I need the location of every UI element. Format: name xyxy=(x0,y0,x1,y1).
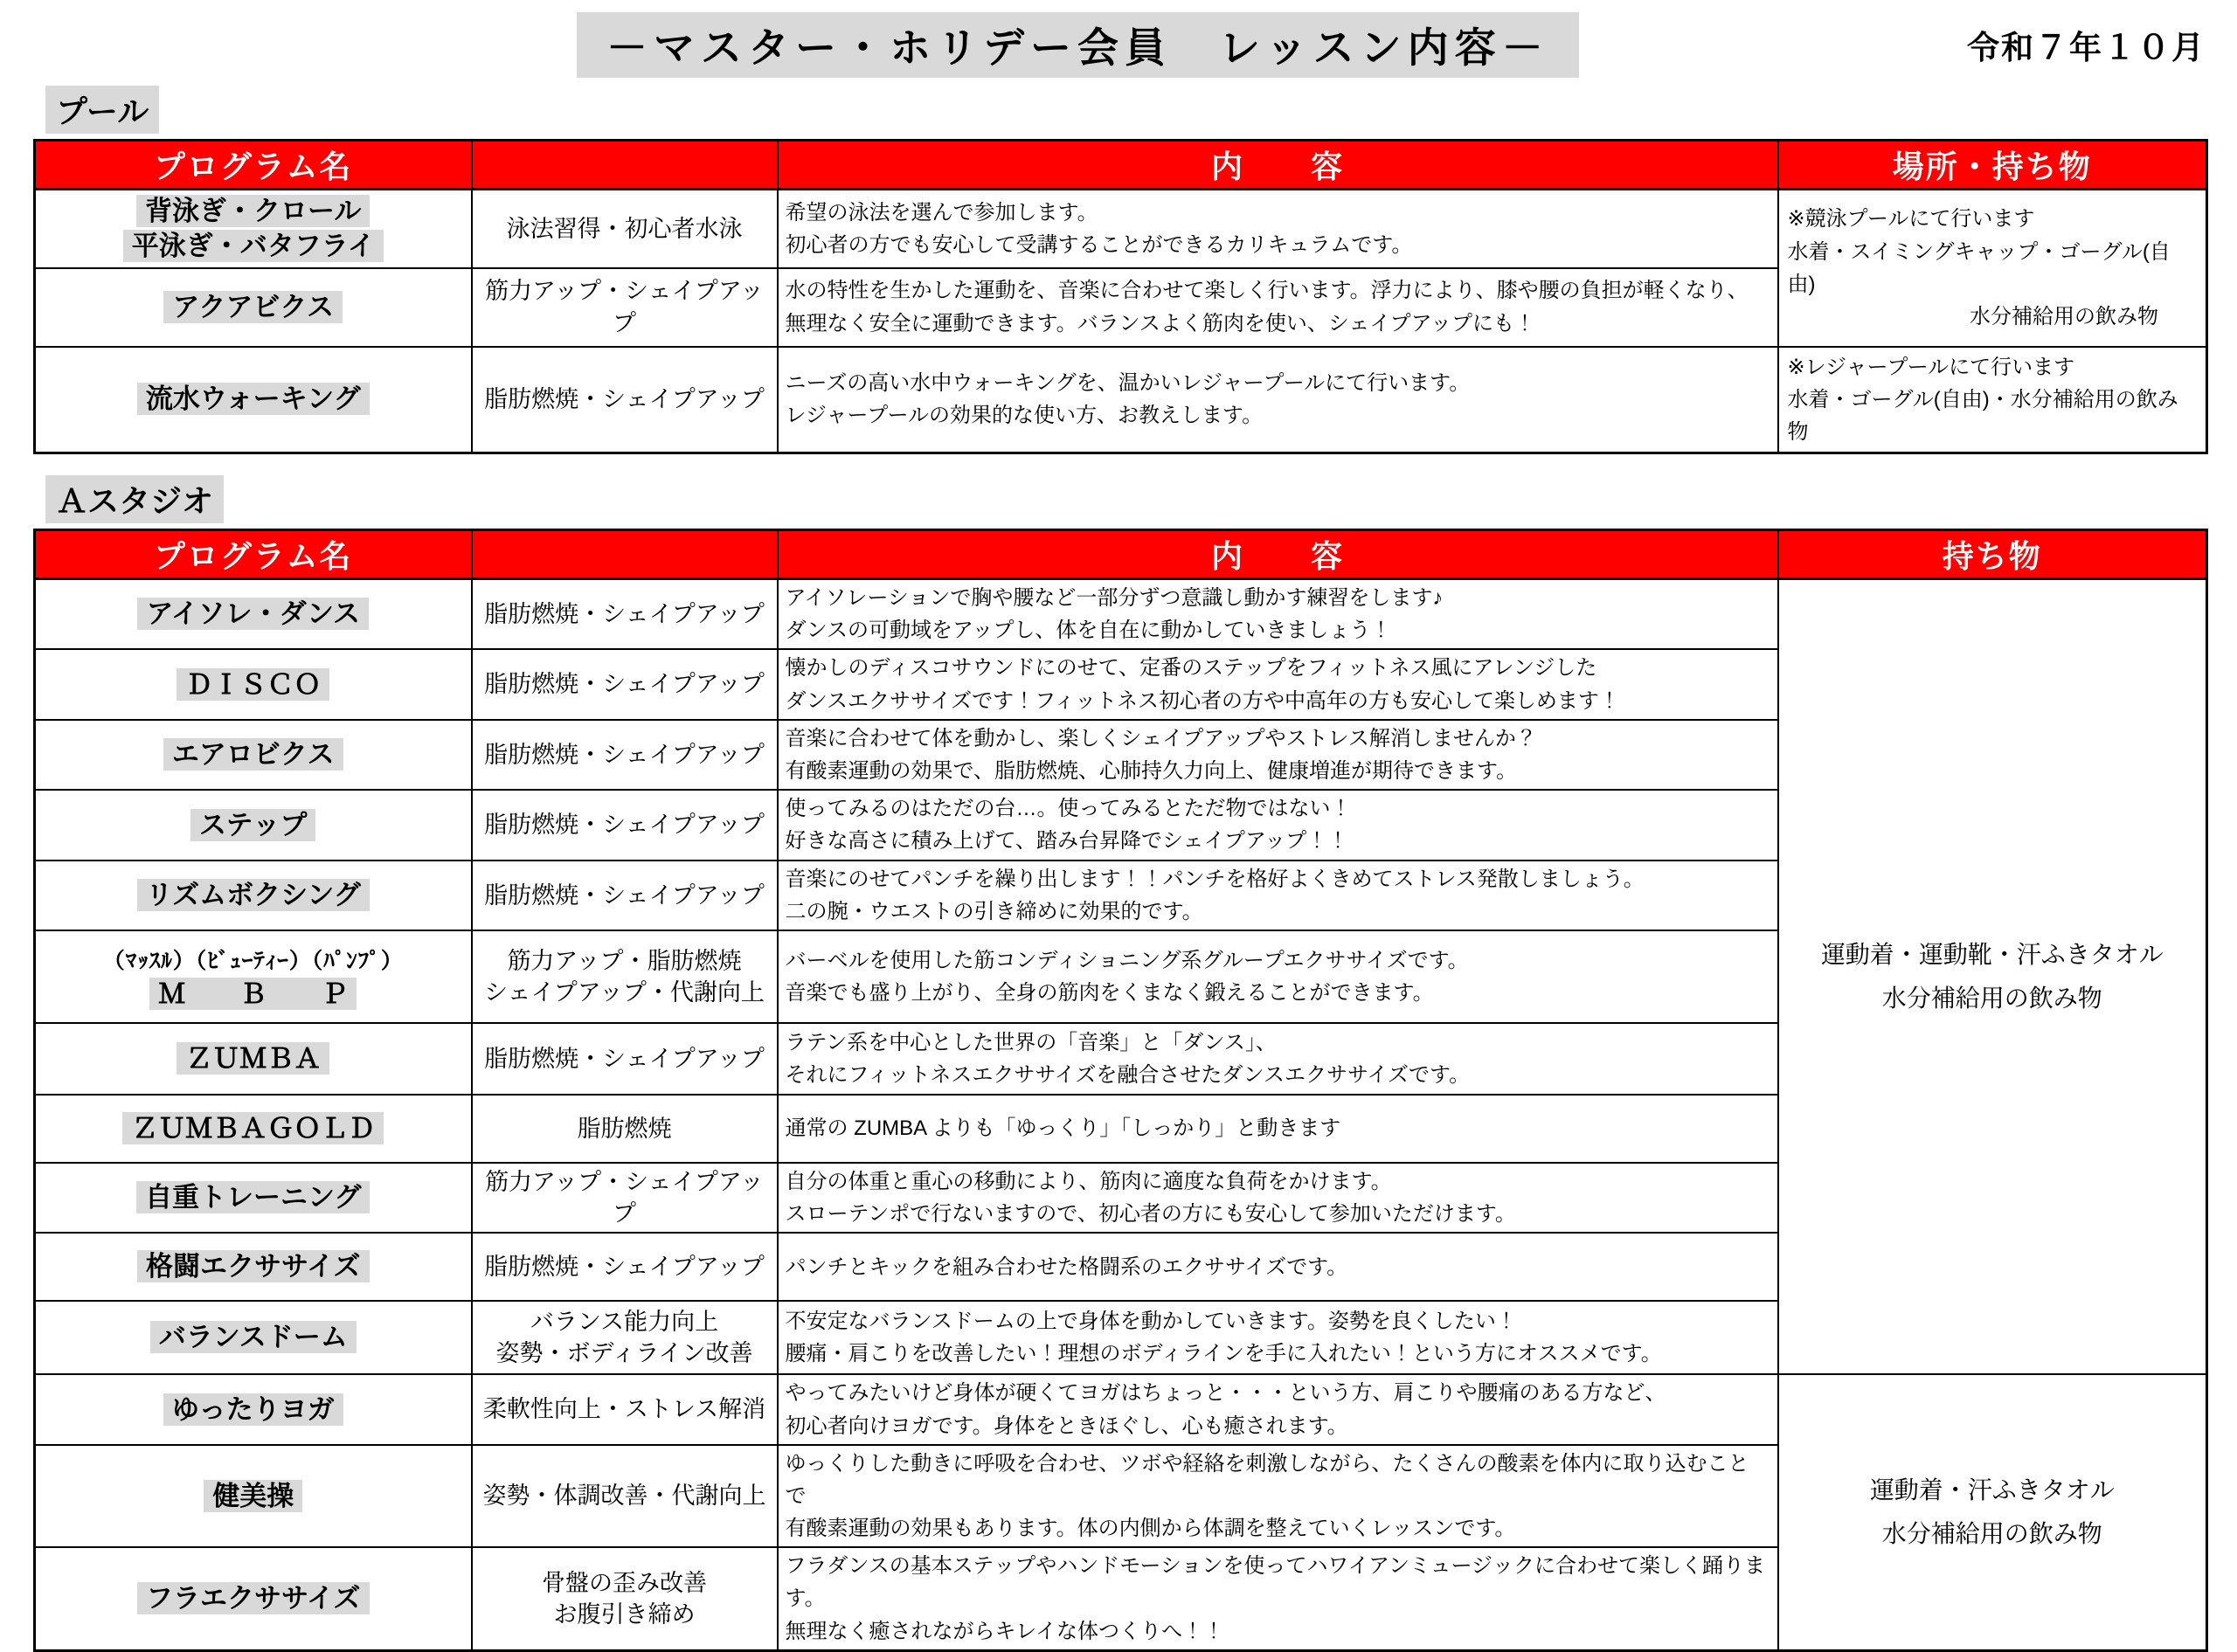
program-name: 流水ウォーキング xyxy=(137,383,370,415)
effect-cell xyxy=(472,1374,778,1444)
studio-col-effect xyxy=(472,530,778,579)
header xyxy=(0,0,2237,80)
program-name: 平泳ぎ・バタフライ xyxy=(123,230,384,262)
content-cell xyxy=(778,1374,1778,1444)
program-ruby: （ﾏｯｽﾙ）（ﾋﾞｭｰﾃｨｰ）（ﾊﾟﾝﾌﾟ） xyxy=(102,949,404,974)
content-cell xyxy=(778,649,1778,719)
effect-text: 筋力アップ・シェイプアップ xyxy=(485,278,764,336)
items-line: 水分補給用の飲み物 xyxy=(1970,304,2158,328)
items-line: ※レジャープールにて行います xyxy=(1787,355,2075,379)
program-name: アイソレ・ダンス xyxy=(137,598,369,630)
effect-text: 脂肪燃焼・シェイプアップ xyxy=(484,601,765,628)
effect-text: 筋力アップ・シェイプアップ xyxy=(485,1168,764,1227)
effect-text: 脂肪燃焼・シェイプアップ xyxy=(484,812,765,839)
studio-table xyxy=(33,529,2208,1652)
effect-text: 脂肪燃焼・シェイプアップ xyxy=(484,671,765,698)
content-line: ラテン系を中心とした世界の「音楽」と「ダンス」、 xyxy=(785,1030,1277,1054)
content-line: 有酸素運動の効果で、脂肪燃焼、心肺持久力向上、健康増進が期待できます。 xyxy=(785,759,1518,783)
content-cell xyxy=(778,1023,1778,1095)
program-name: リズムボクシング xyxy=(137,879,370,911)
effect-text: 柔軟性向上・ストレス解消 xyxy=(482,1396,766,1423)
program-cell xyxy=(35,790,472,860)
content-cell xyxy=(778,930,1778,1023)
effect-cell xyxy=(472,347,778,453)
content-line: 腰痛・肩こりを改善したい！理想のボディラインを手に入れたい！という方にオススメです。 xyxy=(785,1342,1662,1366)
program-cell xyxy=(35,190,472,268)
content-cell xyxy=(778,579,1778,650)
content-line: パンチとキックを組み合わせた格闘系のエクササイズです。 xyxy=(785,1255,1348,1279)
effect-cell xyxy=(472,1301,778,1374)
program-name: エアロビクス xyxy=(163,738,343,771)
content-line: 水の特性を生かした運動を、音楽に合わせて楽しく行います。浮力により、膝や腰の負担が軽くなり、 xyxy=(785,279,1749,303)
program-name: ＺＵＭＢＡ xyxy=(177,1042,329,1075)
content-line: 音楽に合わせて体を動かし、楽しくシェイプアップやストレス解消しませんか？ xyxy=(785,726,1537,750)
effect-cell xyxy=(472,930,778,1023)
pool-col-effect xyxy=(472,141,778,190)
effect-text: 泳法習得・初心者水泳 xyxy=(506,215,743,242)
program-cell xyxy=(35,1301,472,1374)
content-line: バーベルを使用した筋コンディショニング系グループエクササイズです。 xyxy=(785,948,1469,972)
effect-cell xyxy=(472,579,778,650)
program-cell xyxy=(35,347,472,453)
effect-text: 姿勢・ボディライン改善 xyxy=(495,1340,753,1367)
program-name: ステップ xyxy=(190,809,315,841)
studio-col-content: 内 容 xyxy=(778,530,1778,579)
content-cell xyxy=(778,790,1778,860)
content-line: 通常の ZUMBA よりも「ゆっくり」「しっかり」と動きます xyxy=(785,1116,1341,1141)
pool-col-program: プログラム名 xyxy=(35,141,472,190)
program-name: ＤＩＳＣＯ xyxy=(177,668,329,701)
program-cell xyxy=(35,1095,472,1163)
pool-col-items: 場所・持ち物 xyxy=(1778,141,2207,190)
items-cell-swim-pool xyxy=(1778,190,2207,347)
program-cell xyxy=(35,1233,472,1301)
content-line: 自分の体重と重心の移動により、筋肉に適度な負荷をかけます。 xyxy=(785,1169,1392,1193)
content-line: 懐かしのディスコサウンドにのせて、定番のステップをフィットネス風にアレンジした xyxy=(785,656,1597,681)
content-cell xyxy=(778,1095,1778,1163)
pool-table xyxy=(33,139,2208,454)
program-name: 格闘エクササイズ xyxy=(137,1250,370,1282)
table-row xyxy=(35,190,2207,268)
content-line: 初心者の方でも安心して受講することができるカリキュラムです。 xyxy=(785,232,1413,257)
program-cell xyxy=(35,1023,472,1095)
studio-col-items: 持ち物 xyxy=(1778,530,2207,579)
content-cell xyxy=(778,861,1778,930)
table-row xyxy=(35,1374,2207,1444)
content-line: 初心者向けヨガです。身体をときほぐし、心も癒されます。 xyxy=(785,1414,1348,1438)
content-line: やってみたいけど身体が硬くてヨガはちょっと・・・という方、肩こりや腰痛のある方など、 xyxy=(785,1381,1666,1406)
content-line: 不安定なバランスドームの上で身体を動かしていきます。姿勢を良くしたい！ xyxy=(785,1310,1517,1334)
items-cell-main xyxy=(1778,579,2207,1375)
items-line: 水分補給用の飲み物 xyxy=(1881,985,2102,1013)
program-name: ＺＵＭＢＡＧＯＬＤ xyxy=(122,1112,384,1144)
effect-cell xyxy=(472,720,778,790)
effect-text: 脂肪燃焼 xyxy=(577,1115,672,1142)
effect-text: 脂肪燃焼・シェイプアップ xyxy=(484,741,765,768)
page-title: －マスター・ホリデー会員 レッスン内容－ xyxy=(577,12,1579,78)
content-cell xyxy=(778,1301,1778,1374)
studio-col-program: プログラム名 xyxy=(35,530,472,579)
content-line: それにフィットネスエクササイズを融合させたダンスエクササイズです。 xyxy=(785,1062,1471,1087)
effect-text: 姿勢・体調改善・代謝向上 xyxy=(482,1483,766,1510)
content-line: 希望の泳法を選んで参加します。 xyxy=(785,200,1098,225)
table-row xyxy=(35,579,2207,650)
items-line: ※競泳プールにて行います xyxy=(1787,207,2035,232)
effect-text: 脂肪燃焼・シェイプアップ xyxy=(484,881,765,909)
content-cell xyxy=(778,268,1778,347)
program-name: アクアビクス xyxy=(163,291,343,323)
pool-section-label: プール xyxy=(45,86,159,134)
content-line: ゆっくりした動きに呼吸を合わせ、ツボや経絡を刺激しながら、たくさんの酸素を体内に取り込むことで xyxy=(785,1451,1749,1508)
items-line: 運動着・運動靴・汗ふきタオル xyxy=(1820,940,2164,968)
table-row xyxy=(35,347,2207,453)
content-line: 無理なく癒されながらキレイな体つくりへ！！ xyxy=(785,1619,1225,1643)
program-name: 背泳ぎ・クロール xyxy=(136,195,370,227)
effect-cell xyxy=(472,1095,778,1163)
items-cell-leisure-pool xyxy=(1778,347,2207,453)
program-cell xyxy=(35,1374,472,1444)
content-line: 音楽でも盛り上がり、全身の筋肉をくまなく鍛えることができます。 xyxy=(785,980,1434,1005)
effect-cell xyxy=(472,649,778,719)
items-line: 水着・ゴーグル(自由)・水分補給用の飲み物 xyxy=(1787,387,2178,444)
effect-text: 脂肪燃焼・シェイプアップ xyxy=(484,1045,765,1072)
effect-cell xyxy=(472,1023,778,1095)
program-name: Ｍ Ｂ Ｐ xyxy=(149,978,357,1010)
program-name: 健美操 xyxy=(204,1480,302,1512)
items-line: 運動着・汗ふきタオル xyxy=(1869,1476,2115,1503)
items-line: 水分補給用の飲み物 xyxy=(1881,1520,2102,1548)
effect-text: 脂肪燃焼・シェイプアップ xyxy=(484,1254,765,1281)
content-line: ニーズの高い水中ウォーキングを、温かいレジャープールにて行います。 xyxy=(785,371,1471,396)
effect-cell xyxy=(472,268,778,347)
effect-cell xyxy=(472,190,778,268)
content-cell xyxy=(778,347,1778,453)
program-cell xyxy=(35,579,472,650)
content-line: フラダンスの基本ステップやハンドモーションを使ってハワイアンミュージックに合わせて楽しく踊ります。 xyxy=(785,1554,1766,1611)
program-cell xyxy=(35,1445,472,1548)
content-cell xyxy=(778,1233,1778,1301)
content-line: 音楽にのせてパンチを繰り出します！！パンチを格好よくきめてストレス発散しましょう。 xyxy=(785,867,1645,891)
content-line: 無理なく安全に運動できます。バランスよく筋肉を使い、シェイプアップにも！ xyxy=(785,311,1535,335)
effect-text: 骨盤の歪み改善 xyxy=(542,1569,707,1596)
program-name: バランスドーム xyxy=(150,1321,357,1353)
program-cell xyxy=(35,930,472,1023)
content-line: レジャープールの効果的な使い方、お教えします。 xyxy=(785,404,1264,428)
program-name: フラエクササイズ xyxy=(137,1582,370,1614)
pool-col-content: 内 容 xyxy=(778,141,1778,190)
studio-section-label: Ａスタジオ xyxy=(45,475,224,523)
effect-cell xyxy=(472,1445,778,1548)
effect-text: バランス能力向上 xyxy=(530,1308,719,1335)
content-line: ダンスの可動域をアップし、体を自在に動かしていきましょう！ xyxy=(785,619,1392,643)
content-line: ダンスエクササイズです！フィットネス初心者の方や中高年の方も安心して楽しめます！ xyxy=(785,688,1620,713)
content-cell xyxy=(778,190,1778,268)
program-name: 自重トレーニング xyxy=(136,1181,370,1213)
program-cell xyxy=(35,1547,472,1650)
content-line: スローテンポで行ないますので、初心者の方にも安心して参加いただけます。 xyxy=(785,1202,1516,1227)
effect-text: 筋力アップ・脂肪燃焼 xyxy=(507,947,742,974)
content-line: 二の腕・ウエストの引き締めに効果的です。 xyxy=(785,899,1203,923)
content-cell xyxy=(778,1547,1778,1650)
content-cell xyxy=(778,720,1778,790)
content-cell xyxy=(778,1163,1778,1233)
content-line: 好きな高さに積み上げて、踏み台昇降でシェイプアップ！！ xyxy=(785,829,1349,854)
content-line: アイソレーションで胸や腰など一部分ずつ意識し動かす練習をします♪ xyxy=(785,586,1444,611)
program-name: ゆったりヨガ xyxy=(163,1393,343,1426)
items-line: 水着・スイミングキャップ・ゴーグル(自由) xyxy=(1787,239,2171,296)
program-cell xyxy=(35,720,472,790)
effect-cell xyxy=(472,861,778,930)
effect-text: 脂肪燃焼・シェイプアップ xyxy=(484,386,765,413)
effect-cell xyxy=(472,790,778,860)
content-line: 有酸素運動の効果もあります。体の内側から体調を整えていくレッスンです。 xyxy=(785,1517,1516,1541)
effect-cell xyxy=(472,1163,778,1233)
content-line: 使ってみるのはただの台…。使ってみるとただ物ではない！ xyxy=(785,797,1352,821)
program-cell xyxy=(35,1163,472,1233)
program-cell xyxy=(35,861,472,930)
items-cell-relax xyxy=(1778,1374,2207,1650)
effect-text: シェイプアップ・代謝向上 xyxy=(484,978,765,1006)
effect-text: お腹引き締め xyxy=(553,1601,696,1628)
content-cell xyxy=(778,1445,1778,1548)
program-cell xyxy=(35,649,472,719)
pool-header-row xyxy=(35,141,2207,190)
studio-header-row xyxy=(35,530,2207,579)
effect-cell xyxy=(472,1547,778,1650)
effect-cell xyxy=(472,1233,778,1301)
program-cell xyxy=(35,268,472,347)
date-label: 令和７年１０月 xyxy=(1967,30,2206,66)
